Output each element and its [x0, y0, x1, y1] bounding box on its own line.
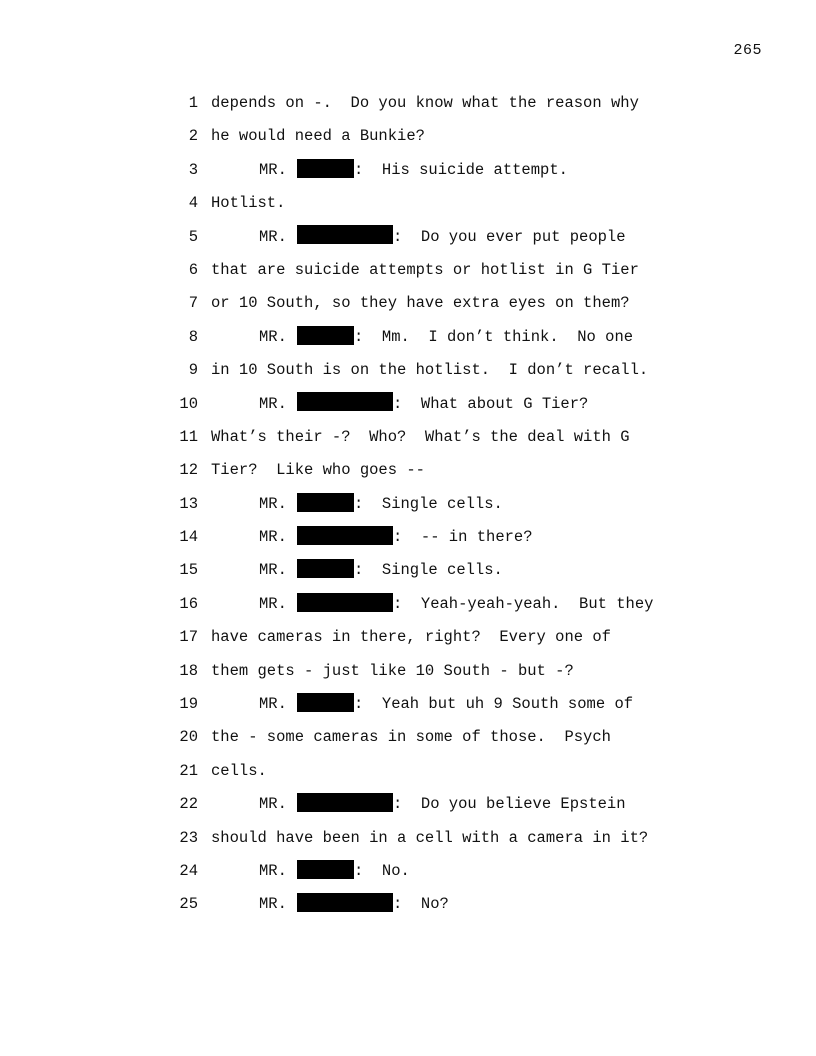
transcript-line [0, 721, 816, 754]
speaker-label: MR. [259, 695, 287, 714]
line-text: What’s their -? Who? What’s the deal with G [211, 427, 630, 446]
transcript-line [0, 554, 816, 587]
line-text [259, 521, 533, 554]
transcript-line [0, 788, 816, 821]
speaker-label: MR. [259, 394, 287, 413]
speaker-label: MR. [259, 227, 287, 246]
line-number: 17 [179, 628, 198, 647]
dialogue-text: : -- in there? [393, 528, 533, 547]
line-number: 18 [179, 661, 198, 680]
transcript-line [0, 388, 816, 421]
line-text: depends on -. Do you know what the reason why [211, 94, 639, 112]
line-number: 7 [188, 294, 198, 313]
line-number: 1 [188, 94, 198, 112]
redaction-bar [297, 159, 354, 178]
dialogue-text: : Do you ever put people [393, 227, 626, 246]
line-text [259, 221, 626, 254]
line-number: 8 [188, 327, 198, 346]
line-number: 10 [179, 394, 198, 413]
line-number: 9 [188, 361, 198, 380]
line-text: he would need a Bunkie? [211, 127, 425, 146]
dialogue-text: : Single cells. [354, 494, 503, 513]
line-number: 3 [188, 160, 198, 179]
redaction-bar [297, 860, 354, 879]
transcript-line [0, 221, 816, 254]
speaker-label: MR. [259, 594, 287, 613]
transcript-line [0, 822, 816, 855]
transcript-line [0, 254, 816, 287]
redaction-bar [297, 225, 393, 244]
line-number: 16 [179, 594, 198, 613]
line-text: that are suicide attempts or hotlist in G Tier [211, 260, 639, 279]
line-text [259, 154, 568, 187]
line-text: should have been in a cell with a camera in it? [211, 828, 649, 847]
redaction-bar [297, 326, 354, 345]
dialogue-text: : Yeah-yeah-yeah. But they [393, 594, 654, 613]
dialogue-text: : No? [393, 895, 449, 914]
line-text [259, 688, 633, 721]
line-text: them gets - just like 10 South - but -? [211, 661, 574, 680]
transcript-line [0, 755, 816, 788]
line-text: the - some cameras in some of those. Psych [211, 728, 611, 747]
redaction-bar [297, 893, 393, 912]
redaction-bar [297, 793, 393, 812]
transcript-line [0, 321, 816, 354]
transcript-line [0, 187, 816, 220]
line-text: or 10 South, so they have extra eyes on them? [211, 294, 630, 313]
line-number: 14 [179, 528, 198, 547]
line-text: Tier? Like who goes -- [211, 461, 425, 480]
line-number: 21 [179, 761, 198, 780]
line-text: cells. [211, 761, 267, 780]
line-text: in 10 South is on the hotlist. I don’t recall. [211, 361, 649, 380]
line-text [259, 321, 633, 354]
transcript-line [0, 454, 816, 487]
transcript-line [0, 888, 816, 921]
transcript-line [0, 688, 816, 721]
line-number: 15 [179, 561, 198, 580]
line-number: 24 [179, 861, 198, 880]
line-text: have cameras in there, right? Every one of [211, 628, 611, 647]
line-number: 25 [179, 895, 198, 914]
page-number: 265 [733, 42, 762, 59]
redaction-bar [297, 392, 393, 411]
transcript-line [0, 120, 816, 153]
speaker-label: MR. [259, 795, 287, 814]
transcript-line [0, 287, 816, 320]
line-number: 2 [188, 127, 198, 146]
dialogue-text: : Single cells. [354, 561, 503, 580]
line-number: 19 [179, 695, 198, 714]
transcript-line [0, 488, 816, 521]
transcript-line [0, 521, 816, 554]
line-text [259, 554, 503, 587]
transcript-line [0, 421, 816, 454]
speaker-label: MR. [259, 895, 287, 914]
line-number: 20 [179, 728, 198, 747]
line-text [259, 388, 588, 421]
line-text [259, 888, 449, 921]
line-number: 11 [179, 427, 198, 446]
speaker-label: MR. [259, 327, 287, 346]
transcript-line [0, 354, 816, 387]
line-text [259, 855, 410, 888]
dialogue-text: : No. [354, 861, 410, 880]
redaction-bar [297, 493, 354, 512]
line-number: 13 [179, 494, 198, 513]
speaker-label: MR. [259, 561, 287, 580]
line-text [259, 588, 653, 621]
transcript-line [0, 655, 816, 688]
transcript-body [0, 87, 816, 922]
speaker-label: MR. [259, 494, 287, 513]
redaction-bar [297, 693, 354, 712]
dialogue-text: : Do you believe Epstein [393, 795, 626, 814]
redaction-bar [297, 559, 354, 578]
line-text [259, 788, 626, 821]
line-number: 12 [179, 461, 198, 480]
line-number: 22 [179, 795, 198, 814]
speaker-label: MR. [259, 861, 287, 880]
dialogue-text: : Mm. I don’t think. No one [354, 327, 634, 346]
redaction-bar [297, 526, 393, 545]
line-number: 4 [188, 194, 198, 213]
transcript-line [0, 154, 816, 187]
dialogue-text: : Yeah but uh 9 South some of [354, 695, 634, 714]
dialogue-text: : What about G Tier? [393, 394, 589, 413]
line-number: 23 [179, 828, 198, 847]
line-text: Hotlist. [211, 194, 286, 213]
speaker-label: MR. [259, 528, 287, 547]
dialogue-text: : His suicide attempt. [354, 160, 568, 179]
speaker-label: MR. [259, 160, 287, 179]
line-text [259, 488, 503, 521]
transcript-line [0, 855, 816, 888]
line-number: 6 [188, 260, 198, 279]
transcript-line [0, 588, 816, 621]
line-number: 5 [188, 227, 198, 246]
transcript-line [0, 87, 816, 120]
redaction-bar [297, 593, 393, 612]
transcript-line [0, 621, 816, 654]
